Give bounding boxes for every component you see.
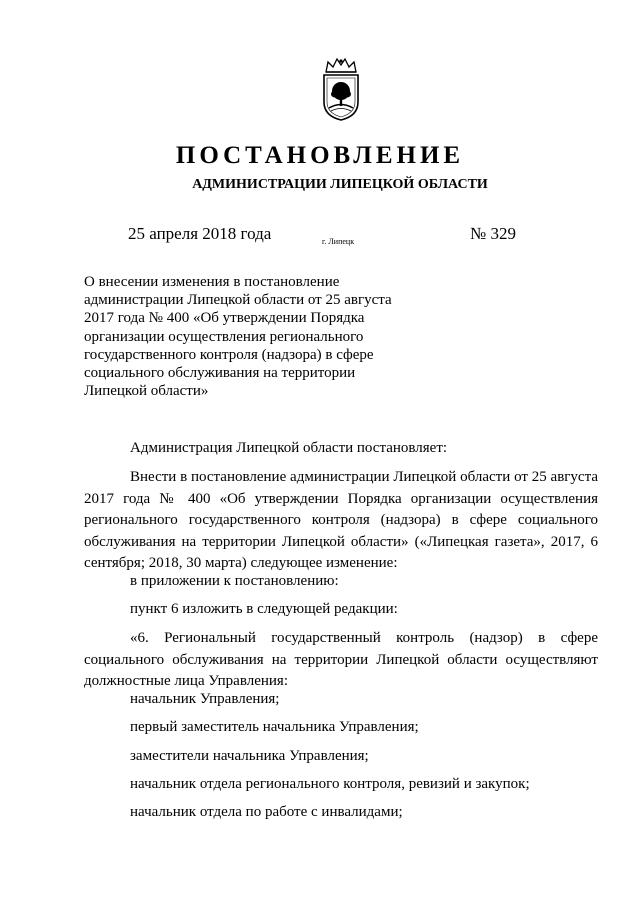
document-heading	[84, 273, 414, 400]
list-item: начальник Управления;	[130, 691, 280, 707]
paragraph-clause-text: «6. Региональный государственный контроль (надзор) в сфере социального обслуживания на территории Липецкой области осуществляют должностные лица Управления:	[84, 630, 598, 689]
paragraph-appendix: в приложении к постановлению:	[130, 573, 339, 589]
heading-line: Липецкой области»	[84, 383, 209, 400]
document-date: 25 апреля 2018 года	[128, 224, 272, 243]
document-city: г. Липецк	[322, 237, 355, 246]
heading-line: администрации Липецкой области от 25 августа	[84, 292, 392, 309]
heading-line: государственного контроля (надзора) в сфере	[84, 346, 374, 363]
list-item: начальник отдела по работе с инвалидами;	[130, 804, 403, 820]
document-subtitle: АДМИНИСТРАЦИИ ЛИПЕЦКОЙ ОБЛАСТИ	[192, 177, 488, 192]
paragraph-clause: пункт 6 изложить в следующей редакции:	[130, 601, 398, 617]
heading-line: социального обслуживания на территории	[84, 365, 356, 382]
heading-line: О внесении изменения в постановление	[84, 274, 340, 290]
paragraph-amendment: Внести в постановление администрации Липецкой области от 25 августа 2017 года № 400 «Об утверждении Порядка организации осуществления регионального государственного контроля (надзора) в сфере социального обслуживания на территории Липецкой области» («Липецкая газета», 2017, 6 сентября; 2018, 30 марта) следующее изменение:	[84, 469, 598, 571]
paragraph-preamble: Администрация Липецкой области постановляет:	[130, 440, 448, 456]
list-item: заместители начальника Управления;	[130, 748, 369, 764]
heading-line: организации осуществления регионального	[84, 328, 364, 345]
heading-line: 2017 года № 400 «Об утверждении Порядка	[84, 310, 365, 327]
coat-of-arms-emblem	[318, 56, 364, 122]
list-item: начальник отдела регионального контроля, ревизий и закупок;	[130, 776, 530, 792]
document-number: № 329	[470, 224, 516, 243]
document-title: ПОСТАНОВЛЕНИЕ	[175, 142, 465, 169]
list-item: первый заместитель начальника Управления;	[130, 719, 419, 735]
